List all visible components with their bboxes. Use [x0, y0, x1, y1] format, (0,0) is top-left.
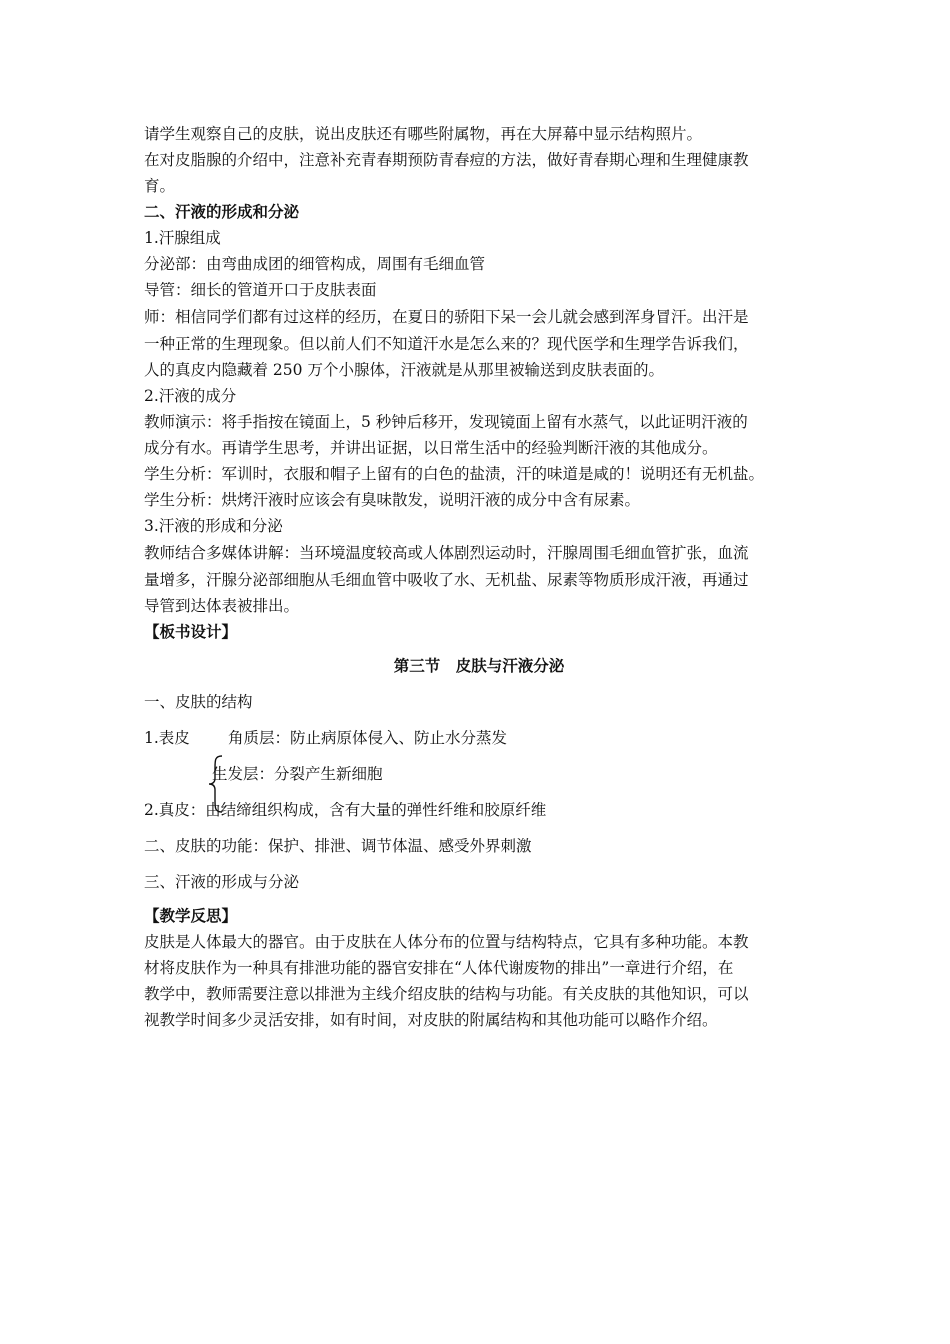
student-analysis-2: 学生分析：烘烤汗液时应该会有臭味散发，说明汗液的成分中含有尿素。: [144, 491, 641, 509]
subheading-sweat-gland: 1.汗腺组成: [144, 229, 221, 247]
board-dermis: 2.真皮：由结缔组织构成，含有大量的弹性纤维和胶原纤维: [144, 801, 547, 819]
board-item-skin-structure: 一、皮肤的结构: [144, 693, 253, 711]
explain-line-1: 教师结合多媒体讲解：当环境温度较高或人体剧烈运动时，汗腺周围毛细血管扩张，血流: [144, 544, 749, 562]
intro-line-2: 在对皮脂腺的介绍中，注意补充青春期预防青春痘的方法，做好青春期心理和生理健康教: [144, 151, 749, 169]
board-design-heading: 【板书设计】: [144, 622, 238, 641]
intro-line-3: 育。: [144, 177, 176, 195]
teacher-paragraph-line-1: 师：相信同学们都有过这样的经历，在夏日的骄阳下呆一会儿就会感到浑身冒汗。出汗是: [144, 308, 749, 326]
board-germinal-layer: 生发层：分裂产生新细胞: [212, 765, 383, 783]
intro-line-1: 请学生观察自己的皮肤，说出皮肤还有哪些附属物，再在大屏幕中显示结构照片。: [144, 125, 703, 143]
demo-line-1: 教师演示：将手指按在镜面上，5 秒钟后移开，发现镜面上留有水蒸气，以此证明汗液的: [144, 413, 748, 431]
reflection-line-2: 材将皮肤作为一种具有排泄功能的器官安排在“人体代谢废物的排出”一章进行介绍，在: [144, 959, 734, 977]
board-item-skin-function: 二、皮肤的功能：保护、排泄、调节体温、感受外界刺激: [144, 837, 532, 855]
teacher-paragraph-line-2: 一种正常的生理现象。但以前人们不知道汗水是怎么来的？现代医学和生理学告诉我们，: [144, 335, 749, 353]
board-stratum-corneum: 角质层：防止病原体侵入、防止水分蒸发: [228, 729, 508, 747]
subheading-sweat-composition: 2.汗液的成分: [144, 387, 237, 405]
board-title: 第三节 皮肤与汗液分泌: [393, 656, 565, 675]
reflection-line-1: 皮肤是人体最大的器官。由于皮肤在人体分布的位置与结构特点，它具有多种功能。本教: [144, 933, 749, 951]
board-epidermis-label: 1.表皮: [144, 729, 190, 747]
reflection-line-3: 教学中，教师需要注意以排泄为主线介绍皮肤的结构与功能。有关皮肤的其他知识，可以: [144, 985, 749, 1003]
teacher-paragraph-line-3: 人的真皮内隐藏着 250 万个小腺体，汗液就是从那里被输送到皮肤表面的。: [144, 361, 664, 379]
subheading-sweat-formation: 3.汗液的形成和分泌: [144, 517, 283, 535]
reflection-line-4: 视教学时间多少灵活安排，如有时间，对皮肤的附属结构和其他功能可以略作介绍。: [144, 1011, 718, 1029]
board-item-sweat-formation: 三、汗液的形成与分泌: [144, 873, 300, 891]
demo-line-2: 成分有水。再请学生思考，并讲出证据，以日常生活中的经验判断汗液的其他成分。: [144, 439, 718, 457]
explain-line-2: 量增多，汗腺分泌部细胞从毛细血管中吸收了水、无机盐、尿素等物质形成汗液，再通过: [144, 571, 749, 589]
reflection-heading: 【教学反思】: [144, 906, 238, 925]
student-analysis-1: 学生分析：军训时，衣服和帽子上留有的白色的盐渍，汗的味道是咸的！说明还有无机盐。: [144, 465, 765, 483]
secretory-part-text: 分泌部：由弯曲成团的细管构成，周围有毛细血管: [144, 255, 486, 273]
explain-line-3: 导管到达体表被排出。: [144, 597, 300, 615]
section-heading-sweat: 二、汗液的形成和分泌: [144, 202, 300, 221]
duct-text: 导管：细长的管道开口于皮肤表面: [144, 281, 377, 299]
